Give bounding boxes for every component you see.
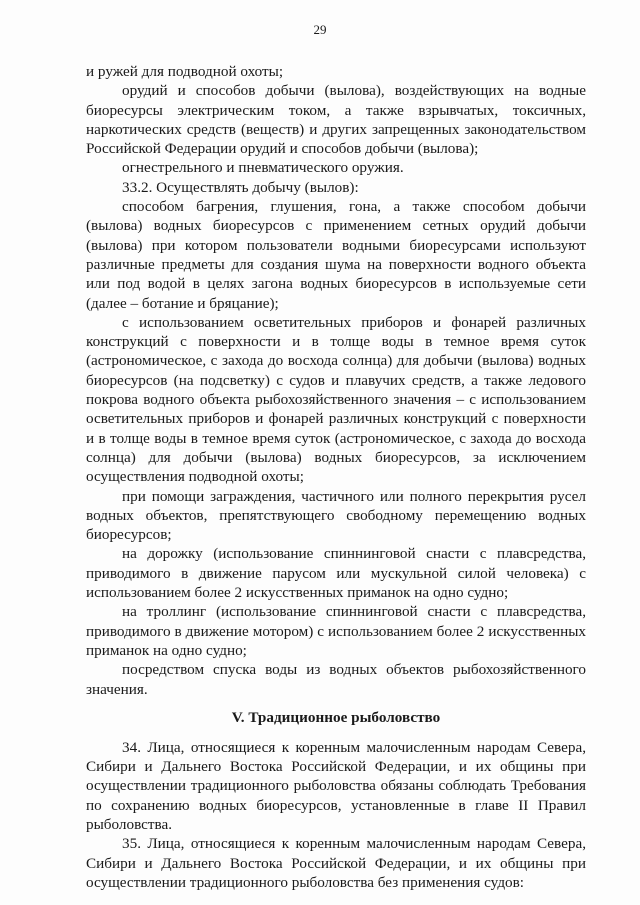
paragraph-11: 34. Лица, относящиеся к коренным малочисленным народам Севера, Сибири и Дальнего Востока Российской Федерации, и их общины при осуществлении традиционного рыболовства обязаны соблюдать Требования по сохранению водных биоресурсов, установленные в главе II Правил рыболовства. bbox=[86, 738, 586, 833]
document-body bbox=[86, 62, 586, 892]
paragraph-7: при помощи заграждения, частичного или полного перекрытия русел водных объектов, препятствующего свободному перемещению водных биоресурсов; bbox=[86, 487, 586, 544]
paragraph-3: огнестрельного и пневматического оружия. bbox=[122, 159, 404, 177]
paragraph-10: посредством спуска воды из водных объектов рыбохозяйственного значения. bbox=[86, 661, 586, 698]
paragraph-2: орудий и способов добычи (вылова), воздействующих на водные биоресурсы электрическим током, а также взрывчатых, токсичных, наркотических средств (веществ) и других запрещенных законодательством Российской Федерации орудий и способов добычи (вылова); bbox=[86, 82, 586, 158]
paragraph-6: с использованием осветительных приборов и фонарей различных конструкций с поверхности и в толще воды в темное время суток (астрономическое, с захода до восхода солнца) для добычи (вылова) водных биоресурсов (на подсветку) с судов и плавучих средств, а также ледового покрова водного объекта рыбохозяйственного значения – с использованием осветительных приборов и фонарей различных конструкций с поверхности и в толще воды в темное время суток (астрономическое, с захода до восхода солнца) для добычи (вылова) водных биоресурсов, за исключением осуществления подводной охоты; bbox=[86, 313, 586, 486]
paragraph-4: 33.2. Осуществлять добычу (вылов): bbox=[122, 178, 359, 196]
paragraph-12: 35. Лица, относящиеся к коренным малочисленным народам Севера, Сибири и Дальнего Востока Российской Федерации, и их общины при осуществлении традиционного рыболовства без применения судов: bbox=[86, 835, 586, 891]
paragraph-8: на дорожку (использование спиннинговой снасти с плавсредства, приводимого в движение парусом или мускульной силой человека) с использованием более 2 искусственных приманок на одно судно; bbox=[86, 545, 586, 602]
section-heading: V. Традиционное рыболовство bbox=[231, 708, 441, 726]
page-number: 29 bbox=[313, 22, 327, 37]
paragraph-9: на троллинг (использование спиннинговой снасти с плавсредства, приводимого в движение мотором) с использованием более 2 искусственных приманок на одно судно; bbox=[86, 603, 586, 659]
paragraph-1: и ружей для подводной охоты; bbox=[86, 63, 284, 80]
paragraph-5: способом багрения, глушения, гона, а также способом добычи (вылова) водных биоресурсов с применением сетных орудий добычи (вылова) при котором пользователи водными биоресурсами используют различные предметы для создания шума на поверхности водного объекта или под водой в целях загона водных биоресурсов в используемые сети (далее – ботание и бряцание); bbox=[86, 198, 586, 312]
